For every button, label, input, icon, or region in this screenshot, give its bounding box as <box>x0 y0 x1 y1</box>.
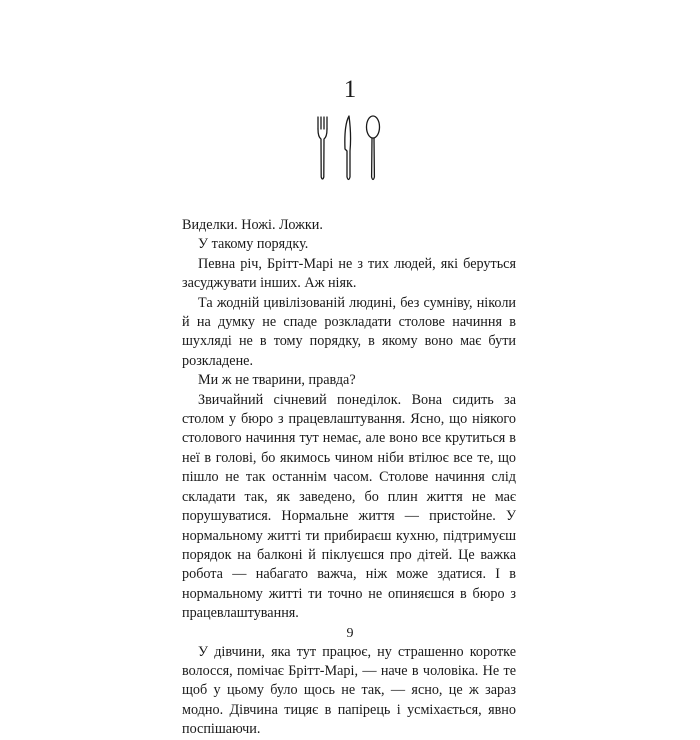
paragraph: Та жодній цивілізованій людині, без сумніву, ніколи й на думку не спаде розкладати столове начиння в шухляді не в тому порядку, в якому воно має бути розкладене. <box>182 294 516 369</box>
chapter-body <box>182 216 516 740</box>
paragraph: Ми ж не тварини, правда? <box>198 372 356 389</box>
spoon-icon <box>367 116 380 180</box>
paragraph: Певна річ, Брітт-Марі не з тих людей, які беруться засуджувати інших. Аж ніяк. <box>182 255 516 292</box>
paragraph: У дівчини, яка тут працює, ну страшенно коротке волосся, помічає Брітт-Марі, — наче в чоловіка. Не те щоб у цьому було щось не так, — ясно, це ж зараз модно. Дівчина тицяє в папірець і усміхається, явно поспішаючи. <box>182 643 516 738</box>
page-number: 9 <box>346 626 354 641</box>
paragraph: У такому порядку. <box>198 236 309 253</box>
fork-icon <box>318 117 327 179</box>
chapter-number: 1 <box>343 76 357 103</box>
cutlery-illustration <box>311 115 391 185</box>
knife-icon <box>345 116 351 180</box>
paragraph: Виделки. Ножі. Ложки. <box>182 217 323 233</box>
paragraph: Звичайний січневий понеділок. Вона сидить за столом у бюро з працевлаштування. Ясно, що ніякого столового начиння тут немає, але воно все крутиться в неї в голові, бо якимось чином ніби втілює все те, що пішло не так останнім часом. Столове начиння слід складати так, як заведено, бо плин життя не має порушуватися. Нормальне життя — пристойне. У нормальному житті ти прибираєш кухню, підтримуєш порядок на балконі й піклуєшся про дітей. Це важка робота — набагато важча, ніж може здатися. І в нормальному житті ти точно не опиняєшся в бюро з працевлаштування. <box>182 391 516 622</box>
